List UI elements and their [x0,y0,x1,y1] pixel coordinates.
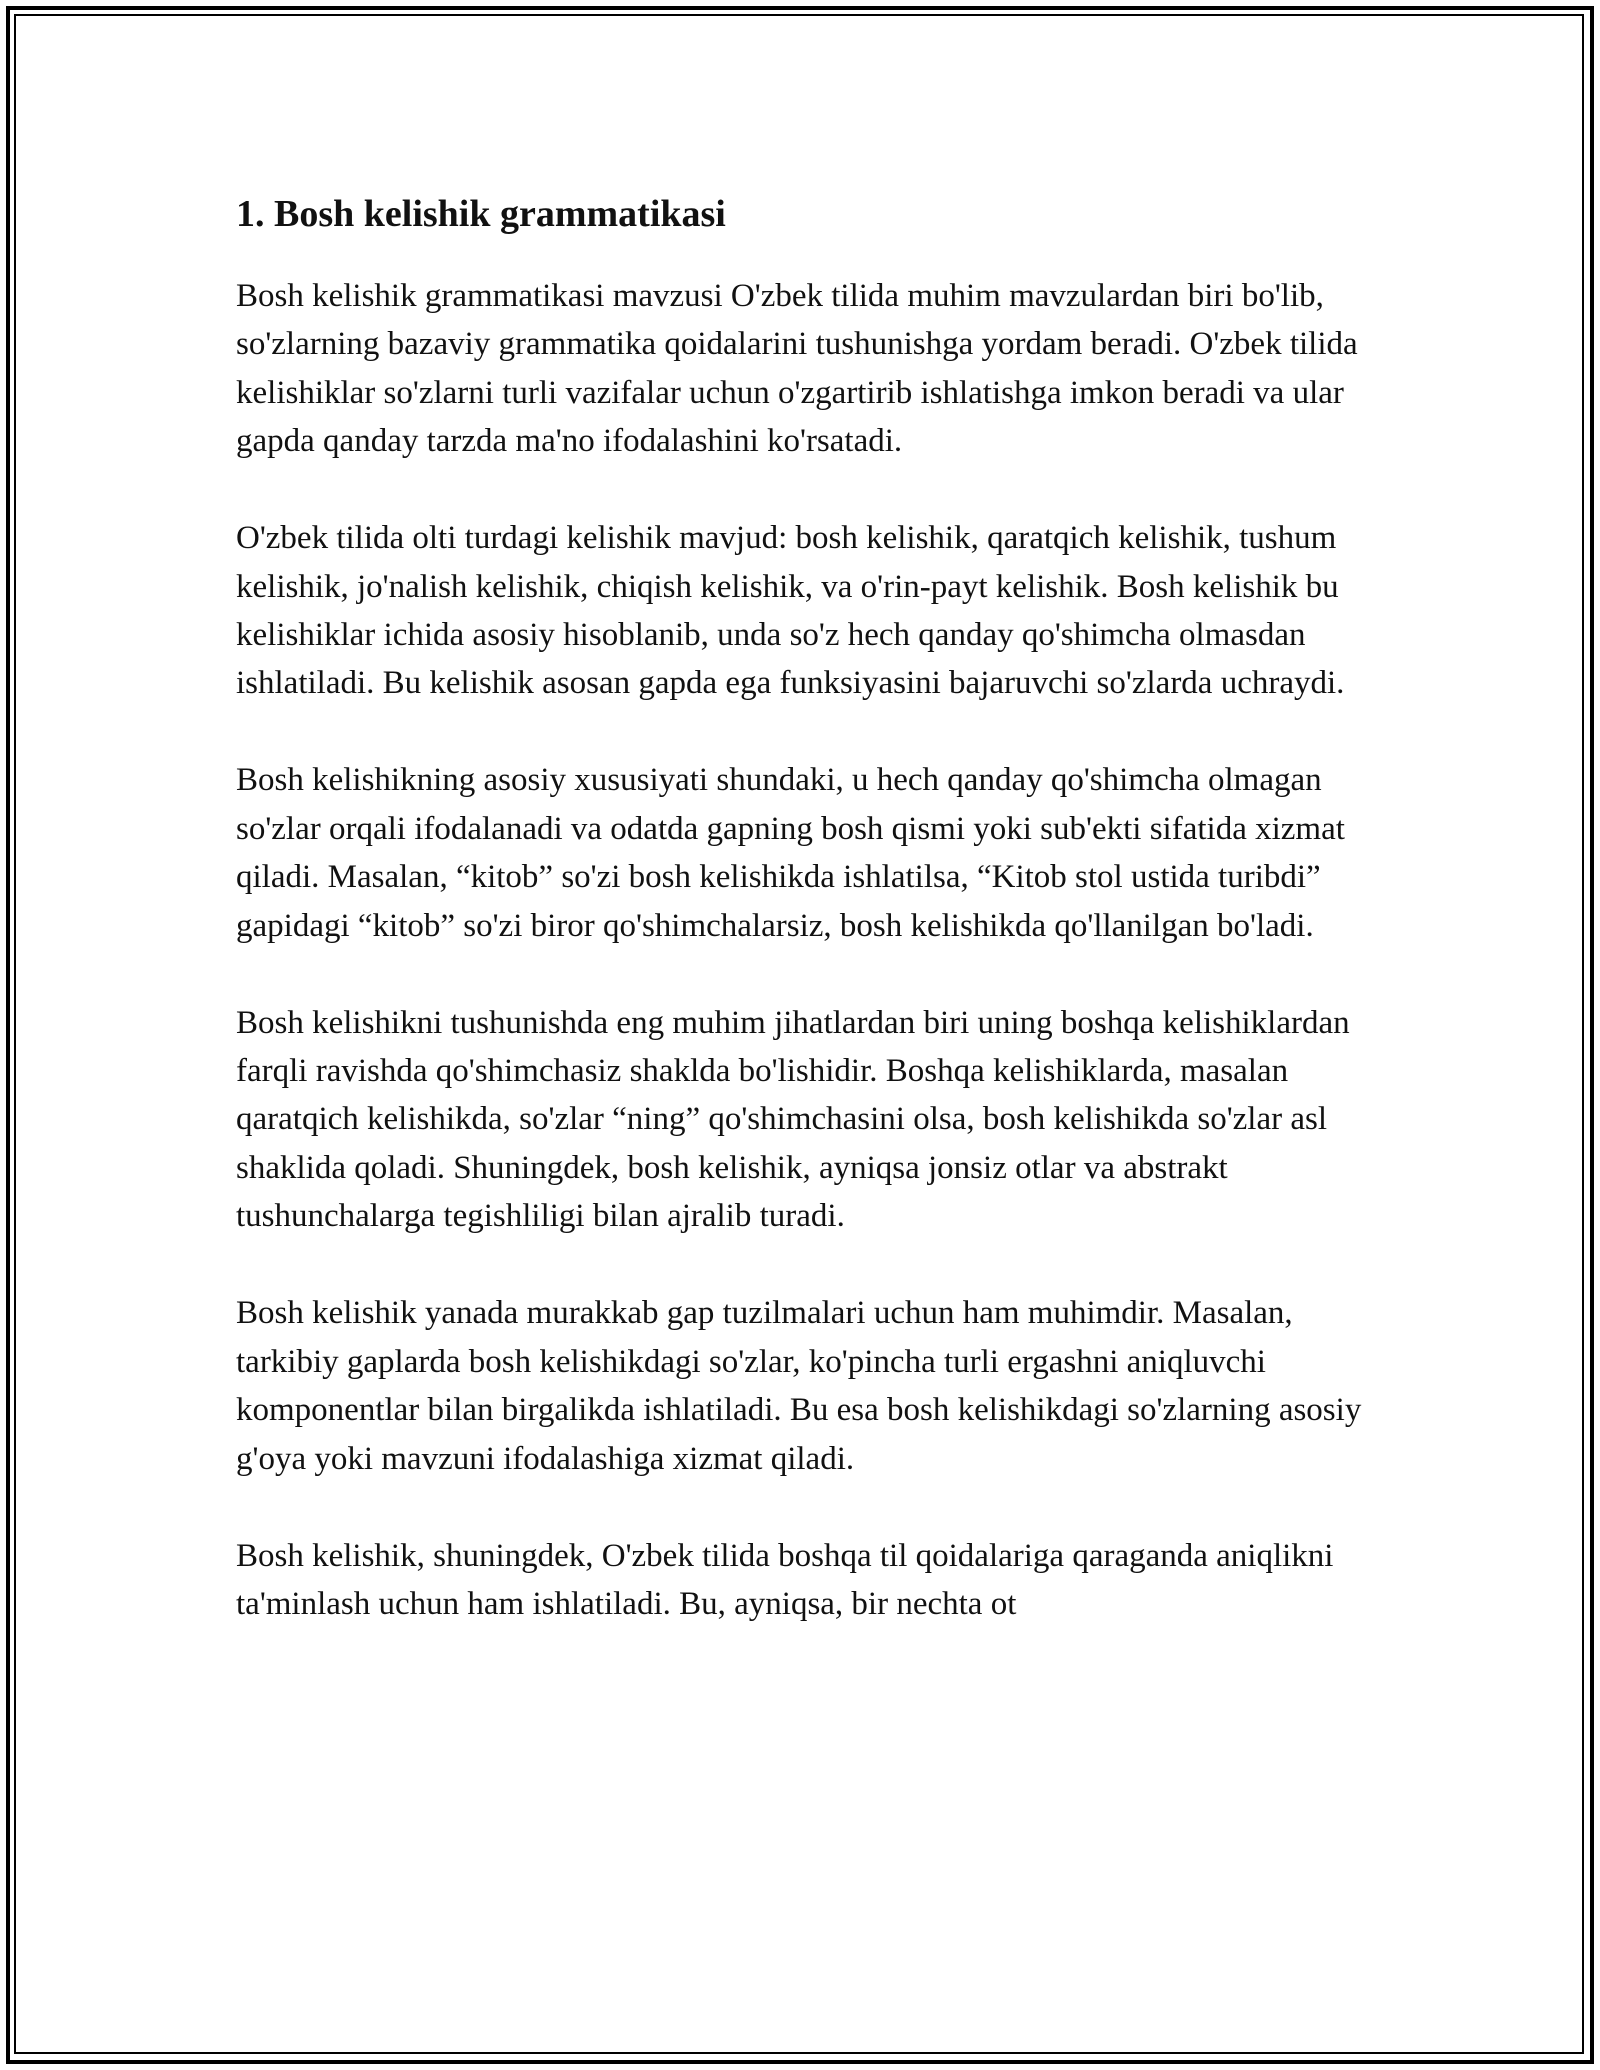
paragraph-3: Bosh kelishikning asosiy xususiyati shundaki, u hech qanday qo'shimcha olmagan so'zlar orqali ifodalanadi va odatda gapning bosh qismi yoki sub'ekti sifatida xizmat qiladi. Masalan, “kitob” so'zi bosh kelishikda ishlatilsa, “Kitob stol ustida turibdi” gapidagi “kitob” so'zi biror qo'shimchalarsiz, bosh kelishikda qo'llanilgan bo'ladi. [236,762,1345,944]
document-body [236,184,1366,1677]
section-heading: 1. Bosh kelishik grammatikasi [236,193,726,235]
paragraph-1: Bosh kelishik grammatikasi mavzusi O'zbek tilida muhim mavzulardan biri bo'lib, so'zlarning bazaviy grammatika qoidalarini tushunishga yordam beradi. O'zbek tilida kelishiklar so'zlarni turli vazifalar uchun o'zgartirib ishlatishga imkon beradi va ular gapda qanday tarzda ma'no ifodalashini ko'rsatadi. [236,278,1358,460]
paragraph-4: Bosh kelishikni tushunishda eng muhim jihatlardan biri uning boshqa kelishiklardan farqli ravishda qo'shimchasiz shaklda bo'lishidir. Boshqa kelishiklarda, masalan qaratqich kelishikda, so'zlar “ning” qo'shimchasini olsa, bosh kelishikda so'zlar asl shaklida qoladi. Shuningdek, bosh kelishik, ayniqsa jonsiz otlar va abstrakt tushunchalarga tegishliligi bilan ajralib turadi. [236,1004,1350,1235]
paragraph-5: Bosh kelishik yanada murakkab gap tuzilmalari uchun ham muhimdir. Masalan, tarkibiy gaplarda bosh kelishikdagi so'zlar, ko'pincha turli ergashni aniqluvchi komponentlar bilan birgalikda ishlatiladi. Bu esa bosh kelishikdagi so'zlarning asosiy g'oya yoki mavzuni ifodalashiga xizmat qiladi. [236,1295,1362,1477]
paragraph-2: O'zbek tilida olti turdagi kelishik mavjud: bosh kelishik, qaratqich kelishik, tushum kelishik, jo'nalish kelishik, chiqish kelishik, va o'rin-payt kelishik. Bosh kelishik bu kelishiklar ichida asosiy hisoblanib, unda so'z hech qanday qo'shimcha olmasdan ishlatiladi. Bu kelishik asosan gapda ega funksiyasini bajaruvchi so'zlarda uchraydi. [236,520,1345,702]
paragraph-6: Bosh kelishik, shuningdek, O'zbek tilida boshqa til qoidalariga qaraganda aniqlikni ta'minlash uchun ham ishlatiladi. Bu, ayniqsa, bir nechta ot [236,1537,1334,1622]
